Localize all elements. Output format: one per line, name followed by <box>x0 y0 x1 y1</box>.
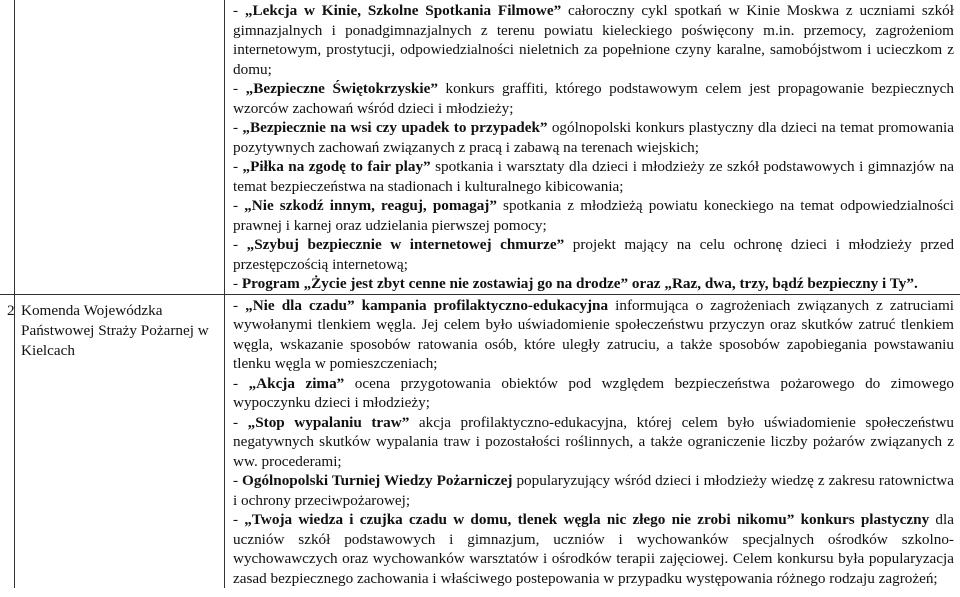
entries-list <box>233 296 954 589</box>
entry-text: spotkania i warsztaty dla dzieci i młodzieży ze szkół podstawowych i gimnazjów na temat bezpieczeństwa na stadionach i kulturalnego kibicowania; <box>233 158 954 195</box>
organization-name: Komenda Wojewódzka Państwowej Straży Pożarnej w Kielcach <box>21 301 209 359</box>
description-cell <box>225 294 960 588</box>
entry-title: Program „Życie jest zbyt cenne nie zostawiaj go na drodze” oraz „Raz, dwa, trzy, bądź bezpieczny i Ty”. <box>241 275 918 292</box>
entry-title: „Lekcja w Kinie, Szkolne Spotkania Filmowe” <box>244 2 562 19</box>
organization-cell <box>15 0 225 294</box>
number-cell <box>0 294 15 588</box>
list-item <box>233 79 954 118</box>
list-item <box>233 510 954 588</box>
entry-text: ogólnopolski konkurs plastyczny dla dzieci na temat promowania pozytywnych zachowań związanych z pracą i zabawą na terenach wiejskich; <box>233 119 954 156</box>
entry-dash: - <box>233 2 245 19</box>
entry-text: konkurs graffiti, którego podstawowym celem jest propagowanie bezpiecznych wzorców zachowań wśród dzieci i młodzieży; <box>233 80 955 117</box>
entry-title: „Bezpiecznie na wsi czy upadek to przypadek” <box>242 119 548 136</box>
entry-dash: - <box>233 158 243 175</box>
organization-cell <box>15 294 225 588</box>
entry-title: „Szybuj bezpiecznie w internetowej chmurze” <box>246 236 565 253</box>
list-item <box>233 296 954 374</box>
entry-title: „Piłka na zgodę to fair play” <box>242 158 431 175</box>
entry-dash: - <box>233 511 245 528</box>
entry-text: akcja profilaktyczno-edukacyjna, której celem było uświadomienie społeczeństwu negatywnych skutków wypalania traw i pozostałości roślinnych, a także ograniczenie liczby pożarów związanych z ww. procederami; <box>233 413 954 470</box>
list-item <box>233 235 954 274</box>
entry-dash: - <box>233 119 243 136</box>
table-row <box>0 294 960 588</box>
entry-text: ocena przygotowania obiektów pod względem bezpieczeństwa pożarowego do zimowego wypoczynku dzieci i młodzieży; <box>233 374 955 411</box>
list-item <box>233 157 954 196</box>
table-row <box>0 0 960 294</box>
entry-text: całoroczny cykl spotkań w Kinie Moskwa z uczniami szkół gimnazjalnych i ponadgimnazjalnych z terenu powiatu kieleckiego poświęcony m.in. przemocy, zagrożeniom internetowym, prostytucji, odpowiedzialności nieletnich za popełnione czyny karalne, samobójstwom i ucieczkom z domu; <box>233 2 954 78</box>
entry-text: popularyzujący wśród dzieci i młodzieży wiedzę z zakresu ratownictwa i ochrony przeciwpożarowej; <box>233 472 954 509</box>
entry-dash: - <box>233 413 248 431</box>
list-item <box>233 274 954 294</box>
list-item <box>233 413 954 472</box>
entry-dash: - <box>233 80 246 97</box>
number-cell <box>0 0 15 294</box>
list-item <box>233 118 954 157</box>
entry-title: „Akcja zima” <box>248 374 345 392</box>
entry-dash: - <box>233 374 249 392</box>
entry-text: informująca o zagrożeniach związanych z zatruciami wywołanymi tlenkiem węgla. Jej celem było uświadomienie społeczeństwu przyczyn oraz skutków zatruć tlenkiem węgla, wskazanie sposobów ratowania osób, które uległy zatruciu, a także sposobów zapobiegania powstawaniu tlenku węgla w pomieszczeniach; <box>233 296 954 372</box>
list-item <box>233 374 954 413</box>
entry-text: projekt mający na celu ochronę dzieci i młodzieży przed przestępczością internetową; <box>233 236 954 273</box>
list-item <box>233 1 954 79</box>
entry-title: „Nie dla czadu” kampania profilaktyczno-edukacyjna <box>245 296 609 314</box>
entry-dash: - <box>233 275 242 292</box>
entries-list <box>233 1 954 294</box>
entry-title: Ogólnopolski Turniej Wiedzy Pożarniczej <box>242 472 513 489</box>
list-item <box>233 471 954 510</box>
entry-title: „Bezpieczne Świętokrzyskie” <box>245 80 438 97</box>
entry-text: dla uczniów szkół podstawowych i gimnazjum, uczniów i wychowanków specjalnych ośrodków szkolno-wychowawczych oraz wychowanków warsztatów i ośrodków terapii zajęciowej. Celem konkursu była popularyzacja zasad bezpiecznego zachowania i właściwego postepowania w przypadku występowania różnego rodzaju zagrożeń; <box>233 511 954 587</box>
entry-dash: - <box>233 472 243 489</box>
description-cell <box>225 0 960 294</box>
list-item <box>233 196 954 235</box>
entry-title: „Nie szkodź innym, reaguj, pomagaj” <box>244 197 497 214</box>
entry-dash: - <box>233 197 245 214</box>
entry-dash: - <box>233 296 246 314</box>
entry-title: „Stop wypalaniu traw” <box>247 413 410 431</box>
entry-dash: - <box>233 236 247 253</box>
row-number: 2 <box>7 301 15 319</box>
entry-title: „Twoja wiedza i czujka czadu w domu, tlenek węgla nic złego nie zrobi nikomu” konkurs plastyczny <box>244 511 930 528</box>
entry-text: spotkania z młodzieżą powiatu koneckiego na temat odpowiedzialności prawnej i karnej oraz udzielania pierwszej pomocy; <box>233 197 954 234</box>
